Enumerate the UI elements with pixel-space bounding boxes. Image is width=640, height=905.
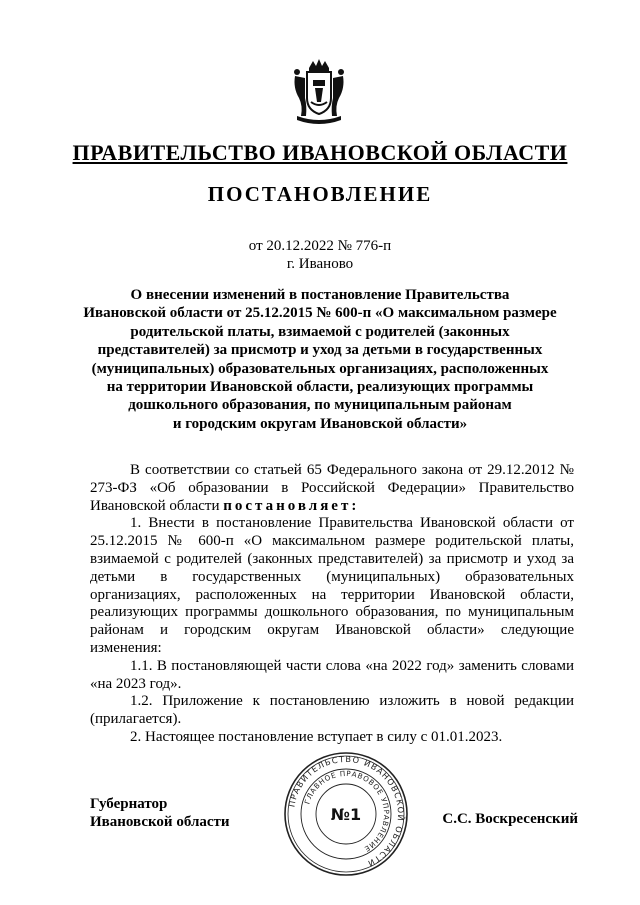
coat-of-arms-emblem	[291, 58, 347, 124]
signatory-title	[90, 795, 230, 831]
city-line: г. Иваново	[286, 256, 354, 272]
official-seal-stamp	[282, 750, 410, 878]
signatory-title-line: Ивановской области	[90, 814, 230, 830]
item-1-2-paragraph: 1.2. Приложение к постановлению изложить в новой редакции (прилагается).	[90, 693, 574, 728]
subject-line: дошкольного образования, по муниципальным районам	[128, 397, 512, 414]
date-number-line: от 20.12.2022 № 776-п	[248, 238, 392, 254]
subject-line: на территории Ивановской области, реализующих программы	[106, 379, 534, 396]
item-1-paragraph: 1. Внести в постановление Правительства Ивановской области от 25.12.2015 № 600-п «О максимальном размере родительской платы, взимаемой с родителей (законных представителей) за присмотр и уход за детьми в государственных (муниципальных) образовательных организациях, расположенных на территории Ивановской области, реализующих программы дошкольного образования, по муниципальным районам и городским округам Ивановской области» следующие изменения:	[90, 515, 574, 656]
resolves-word: постановляет:	[223, 497, 360, 514]
subject-line: и городским округам Ивановской области»	[172, 415, 468, 432]
seal-outer-text: ПРАВИТЕЛЬСТВО ИВАНОВСКОЙ ОБЛАСТИ	[286, 753, 407, 870]
intro-paragraph	[90, 462, 574, 515]
item-2-paragraph: 2. Настоящее постановление вступает в силу с 01.01.2023.	[130, 728, 503, 745]
government-title: ПРАВИТЕЛЬСТВО ИВАНОВСКОЙ ОБЛАСТИ	[72, 140, 568, 165]
subject-line: представителей) за присмотр и уход за детьми в государственных	[97, 342, 543, 359]
seal-center-number: №1	[330, 805, 362, 824]
signatory-title-line: Губернатор	[90, 796, 168, 812]
document-meta	[0, 237, 640, 273]
seal-inner-text: ГЛАВНОЕ ПРАВОВОЕ УПРАВЛЕНИЕ	[302, 768, 392, 854]
document-body	[90, 462, 574, 747]
subject-line: родительской платы, взимаемой с родителей (законных	[130, 323, 510, 340]
subject-line: О внесении изменений в постановление Правительства	[130, 287, 510, 303]
document-type: ПОСТАНОВЛЕНИЕ	[207, 182, 433, 206]
item-1-1-paragraph: 1.1. В постановляющей части слова «на 2022 год» заменить словами «на 2023 год».	[90, 657, 574, 692]
subject-line: (муниципальных) образовательных организациях, расположенных	[91, 360, 549, 377]
subject-line: Ивановской области от 25.12.2015 № 600-п «О максимальном размере	[83, 305, 557, 322]
signatory-name: С.С. Воскресенский	[442, 811, 578, 827]
intro-text: В соответствии со статьей 65 Федерального закона от 29.12.2012 № 273-ФЗ «Об образовании в Российской Федерации» Правительство Ивановской области	[90, 462, 574, 514]
document-subject	[70, 286, 570, 433]
